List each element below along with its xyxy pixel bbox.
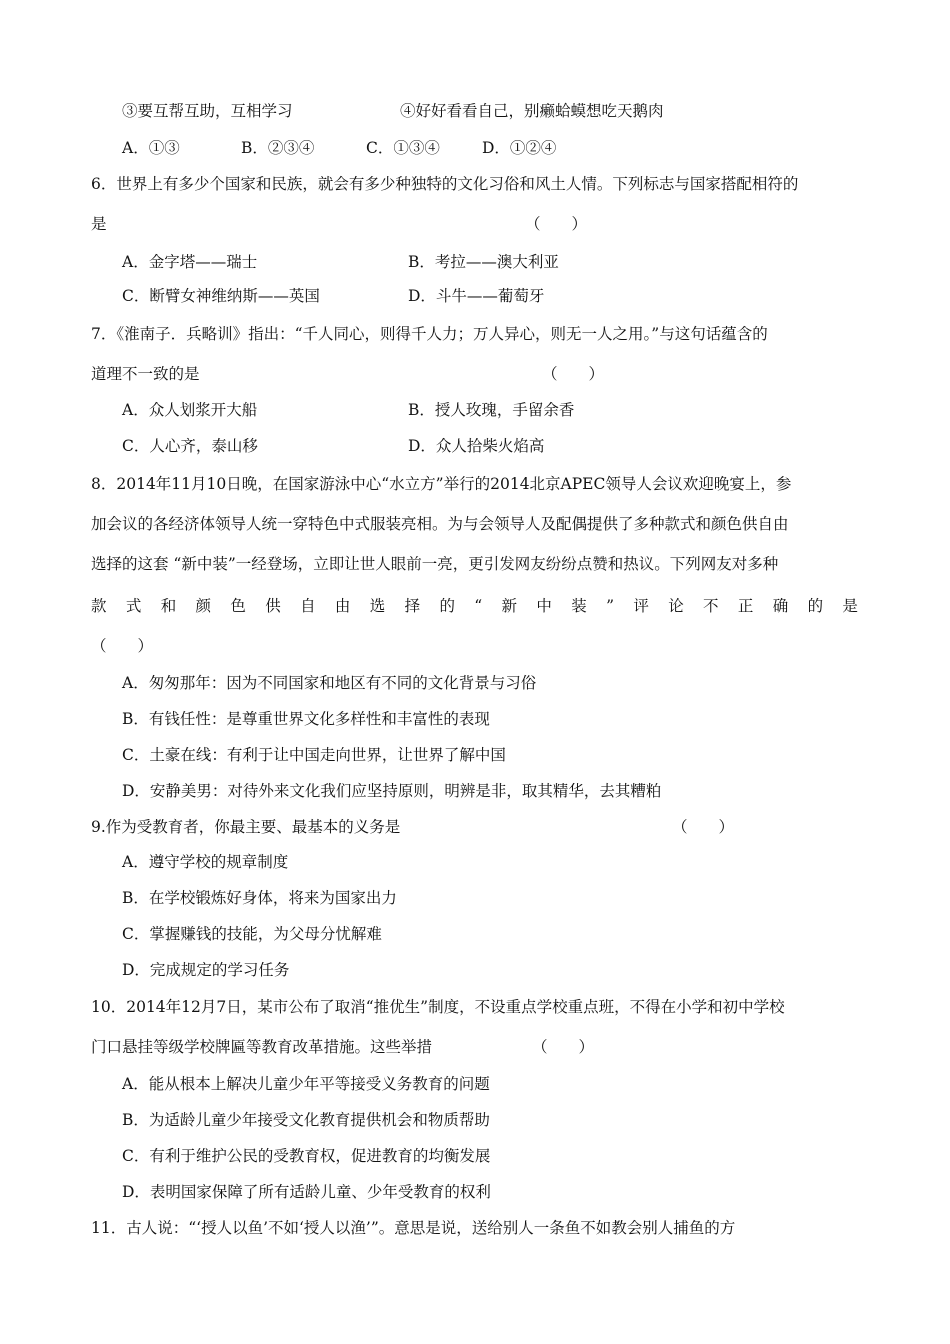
q11-stem-line1: 11．古人说：“‘授人以鱼’不如‘授人以渔’”。意思是说，送给别人一条鱼不如教会别人捕鱼的方 [91, 1219, 736, 1237]
q6-stem-line2: 是 [91, 215, 107, 233]
q8-option-c: C．土豪在线：有利于让中国走向世界，让世界了解中国 [122, 746, 506, 764]
q8-stem-char: 论 [668, 597, 684, 615]
q7-option-a: A．众人划浆开大船 [122, 401, 258, 419]
q9-option-b: B．在学校锻炼好身体，将来为国家出力 [122, 889, 397, 907]
q8-stem-char: 供 [265, 597, 281, 615]
q8-answer-blank: （ ） [91, 637, 154, 655]
prev-option-b: B．②③④ [241, 139, 315, 157]
q9-stem: 9.作为受教育者，你最主要、最基本的义务是 [91, 818, 401, 836]
q8-stem-char: 由 [334, 597, 351, 615]
prev-option-d: D．①②④ [482, 139, 557, 157]
q10-stem-line1: 10．2014年12月7日，某市公布了取消“推优生”制度，不设重点学校重点班，不得在小学和初中学校 [91, 998, 785, 1016]
q8-stem-char: 正 [737, 597, 754, 615]
q7-answer-blank: （ ） [542, 365, 605, 383]
q8-stem-char: 式 [125, 597, 142, 615]
q7-option-b: B．授人玫瑰，手留余香 [408, 401, 575, 419]
q8-stem-line2: 加会议的各经济体领导人统一穿特色中式服装亮相。为与会领导人及配偶提供了多种款式和颜色供自由 [91, 515, 789, 533]
q7-stem-line2: 道理不一致的是 [91, 365, 200, 383]
q8-stem-char: 的 [439, 597, 455, 615]
q6-option-c: C．断臂女神维纳斯——英国 [122, 287, 320, 305]
q10-option-b: B．为适龄儿童少年接受文化教育提供机会和物质帮助 [122, 1111, 490, 1129]
q8-stem-char: 中 [536, 597, 552, 615]
q8-stem-char: 确 [772, 597, 789, 615]
q8-stem-char: 不 [703, 597, 719, 615]
q8-stem-char: ” [606, 597, 615, 615]
q10-option-a: A．能从根本上解决儿童少年平等接受义务教育的问题 [122, 1075, 490, 1093]
q7-option-d: D．众人拾柴火焰高 [408, 437, 545, 455]
q6-option-b: B．考拉——澳大利亚 [408, 253, 559, 271]
q8-option-b: B．有钱任性：是尊重世界文化多样性和丰富性的表现 [122, 710, 490, 728]
q8-stem-line4 [91, 596, 858, 616]
q8-stem-char: 新 [501, 597, 518, 615]
q9-option-a: A．遵守学校的规章制度 [122, 853, 289, 871]
q7-stem-line1: 7．《淮南子．兵略训》指出：“千人同心，则得千人力；万人异心，则无一人之用。”与这句话蕴含的 [91, 325, 768, 343]
q10-option-c: C．有利于维护公民的受教育权，促进教育的均衡发展 [122, 1147, 491, 1165]
q7-option-c: C．人心齐，泰山移 [122, 437, 258, 455]
q10-stem-line2: 门口悬挂等级学校牌匾等教育改革措施。这些举措 [91, 1038, 433, 1056]
prev-statement-3: ③要互帮互助，互相学习 [122, 102, 293, 120]
q8-option-a: A．匆匆那年：因为不同国家和地区有不同的文化背景与习俗 [122, 674, 537, 692]
q8-stem-char: 是 [842, 597, 858, 615]
q6-option-d: D．斗牛——葡萄牙 [408, 287, 545, 305]
q8-stem-char: 的 [807, 597, 824, 615]
q8-stem-char: “ [474, 597, 483, 615]
prev-statement-4: ④好好看看自己，别癞蛤蟆想吃天鹅肉 [400, 102, 664, 120]
q10-option-d: D．表明国家保障了所有适龄儿童、少年受教育的权利 [122, 1183, 491, 1201]
q8-stem-char: 装 [571, 597, 587, 615]
q8-stem-char: 择 [404, 597, 421, 615]
prev-option-c: C．①③④ [366, 139, 440, 157]
q8-stem-char: 款 [91, 597, 107, 615]
q8-stem-line1: 8．2014年11月10日晚，在国家游泳中心“水立方”举行的2014北京APEC领导人会议欢迎晚宴上，参 [91, 475, 792, 493]
q6-option-a: A．金字塔——瑞士 [122, 253, 258, 271]
q8-stem-char: 评 [633, 597, 649, 615]
q8-stem-char: 色 [230, 597, 246, 615]
q8-option-d: D．安静美男：对待外来文化我们应坚持原则，明辨是非，取其精华，去其糟粕 [122, 782, 662, 800]
q10-answer-blank: （ ） [532, 1038, 595, 1056]
prev-option-a: A．①③ [122, 139, 180, 157]
q9-answer-blank: （ ） [672, 818, 735, 836]
q8-stem-char: 自 [300, 597, 316, 615]
q8-stem-line3: 选择的这套 “新中装”一经登场，立即让世人眼前一亮，更引发网友纷纷点赞和热议。下列网友对多种 [91, 555, 779, 573]
q9-option-d: D．完成规定的学习任务 [122, 961, 290, 979]
q8-stem-char: 和 [160, 597, 177, 615]
q8-stem-char: 颜 [195, 597, 212, 615]
q8-stem-char: 选 [369, 597, 386, 615]
q9-option-c: C．掌握赚钱的技能，为父母分忧解难 [122, 925, 382, 943]
q6-stem-line1: 6．世界上有多少个国家和民族，就会有多少种独特的文化习俗和风土人情。下列标志与国家搭配相符的 [91, 175, 799, 193]
q6-answer-blank: （ ） [525, 215, 588, 233]
